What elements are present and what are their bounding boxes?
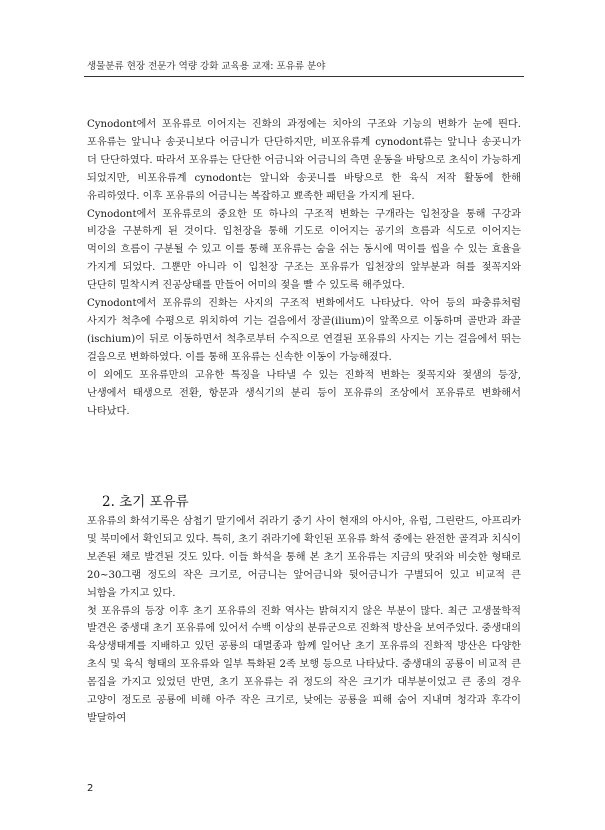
section-2-body	[87, 513, 521, 728]
paragraph-limb-evolution: Cynodont에서 포유류의 진화는 사지의 구조적 변화에서도 나타났다. 악어 등의 파충류처럼 사지가 척추에 수평으로 위치하여 기는 걸음에서 장골(ilium)이 앞쪽으로 이동하며 골반과 좌골(ischium)이 뒤로 이동하면서 척추로부터 수직으로 연결된 포유류의 사지는 기는 걸음에서 뛰는 걸음으로 변화하였다. 이를 통해 포유류는 신속한 이동이 가능해졌다.	[87, 298, 521, 363]
paragraph-fossil-record: 포유류의 화석기록은 삼첩기 말기에서 쥐라기 중기 사이 현재의 아시아, 유럽, 그린란드, 아프리카 및 북미에서 확인되고 있다. 특히, 초기 쥐라기에 확인된 포유류 화석 중에는 완전한 골격과 치식이 보존된 채로 발견된 것도 있다. 이들 화석을 통해 본 초기 포유류는 지금의 땃쥐와 비슷한 형태로 20~30그램 정도의 작은 크기로, 어금니는 앞어금니와 뒷어금니가 구별되어 있고 비교적 큰 뇌함을 가지고 있다.	[87, 516, 521, 599]
paragraph-early-radiation: 첫 포유류의 등장 이후 초기 포유류의 진화 역사는 밝혀지지 않은 부분이 많다. 최근 고생물학적 발견은 중생대 초기 포유류에 있어서 수백 이상의 분류군으로 진화적 방산을 보여주었다. 중생대의 육상생태계를 지배하고 있던 공룡의 대멸종과 함께 일어난 초기 포유류의 진화적 방산은 다양한 초식 및 육식 형태의 포유류와 일부 특화된 2족 보행 등으로 나타났다. 중생대의 공룡이 비교적 큰 몸집을 가지고 있었던 반면, 초기 포유류는 쥐 정도의 작은 크기가 대부분이었고 큰 종의 경우 고양이 정도로 공룡에 비해 아주 작은 크기로, 낮에는 공룡을 피해 숨어 지내며 청각과 후각이 발달하여	[87, 605, 521, 724]
section-heading-early-mammals: 2. 초기 포유류	[102, 494, 189, 510]
page-number: 2	[87, 783, 94, 794]
paragraph-dental-evolution: Cynodont에서 포유류로 이어지는 진화의 과정에는 치아의 구조와 기능의 변화가 눈에 띈다. 포유류는 앞니나 송곳니보다 어금니가 단단하지만, 비포유류계 cynodont류는 앞니나 송곳니가 더 단단하였다. 따라서 포유류는 단단한 어금니와 어금니의 측면 운동을 바탕으로 초식이 가능하게 되었지만, 비포유류계 cynodont는 앞니와 송곳니를 바탕으로 한 육식 저작 활동에 한해 유리하였다. 이후 포유류의 어금니는 복잡하고 뾰족한 패턴을 가지게 된다.	[87, 119, 521, 202]
running-header: 생물분류 현장 전문가 역량 강화 교육용 교재: 포유류 분야	[87, 61, 326, 72]
section-1-body	[87, 116, 521, 420]
paragraph-other-traits: 이 외에도 포유류만의 고유한 특징을 나타낼 수 있는 진화적 변화는 젖꼭지와 젖샘의 등장, 난생에서 태생으로 전환, 항문과 생식기의 분리 등이 포유류의 조상에서 포유류로 변화해서 나타났다.	[87, 369, 521, 417]
header-divider	[84, 76, 524, 77]
paragraph-palate-evolution: Cynodont에서 포유류로의 중요한 또 하나의 구조적 변화는 구개라는 입천장을 통해 구강과 비강을 구분하게 된 것이다. 입천장을 통해 기도로 이어지는 공기의 흐름과 식도로 이어지는 먹이의 흐름이 구분될 수 있고 이를 통해 포유류는 숨을 쉬는 동시에 먹이를 씹을 수 있는 효율을 가지게 되었다. 그뿐만 아니라 이 입천장 구조는 포유류가 입천장의 앞부분과 혀를 젖꼭지와 단단히 밀착시켜 진공상태를 만들어 어미의 젖을 빨 수 있도록 해주었다.	[87, 208, 521, 292]
